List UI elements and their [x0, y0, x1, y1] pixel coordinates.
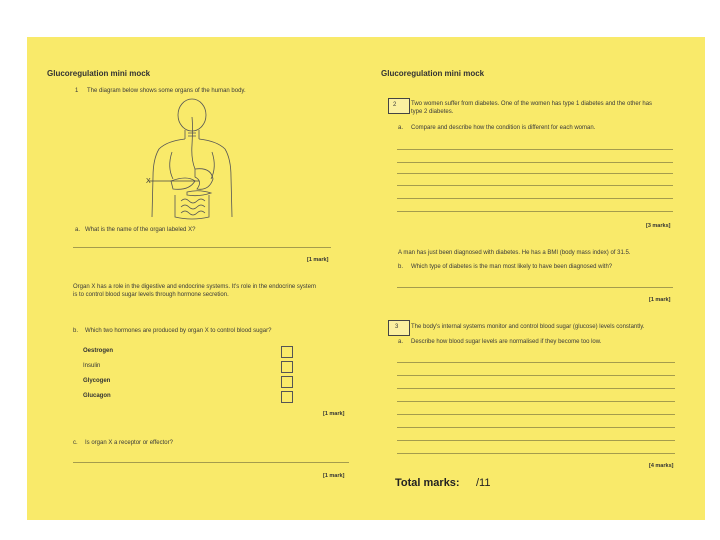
answer-line-2a-6[interactable]: [397, 211, 673, 212]
left-page-title: Glucoregulation mini mock: [47, 69, 151, 78]
answer-line-3a-3[interactable]: [397, 388, 675, 389]
question-3a-number: a.: [398, 339, 404, 345]
question-2-text-line-2: type 2 diabetes.: [411, 109, 454, 115]
organ-text-line-1: Organ X has a role in the digestive and endocrine systems. It's role in the endocrine system: [73, 284, 316, 290]
option-glycogen: Glycogen: [83, 378, 111, 384]
checkbox-insulin[interactable]: [281, 361, 293, 373]
question-3a-mark: [4 marks]: [649, 463, 674, 469]
question-1-intro: The diagram below shows some organs of the human body.: [87, 88, 246, 94]
option-glucagon: Glucagon: [83, 393, 111, 399]
label-x: X: [146, 178, 151, 185]
question-b-mark: [1 mark]: [323, 411, 345, 417]
question-b-number: b.: [73, 328, 79, 334]
answer-line-3a-8[interactable]: [397, 453, 675, 454]
question-a-mark: [1 mark]: [307, 257, 329, 263]
checkbox-glycogen[interactable]: [281, 376, 293, 388]
answer-line-2a-2[interactable]: [397, 162, 673, 163]
question-2-number: 2: [393, 102, 397, 108]
organ-text-line-2: is to control blood sugar levels through hormone secretion.: [73, 292, 229, 298]
right-page-title: Glucoregulation mini mock: [381, 69, 485, 78]
question-b-text: Which two hormones are produced by organ X to control blood sugar?: [85, 328, 272, 334]
answer-line-2b[interactable]: [397, 287, 673, 288]
question-a-number: a.: [75, 227, 81, 233]
question-2a-number: a.: [398, 125, 404, 131]
checkbox-glucagon[interactable]: [281, 391, 293, 403]
checkbox-oestrogen[interactable]: [281, 346, 293, 358]
answer-line-3a-1[interactable]: [397, 362, 675, 363]
answer-line-2a-4[interactable]: [397, 185, 673, 186]
question-3-number-box: [388, 320, 410, 336]
answer-line-3a-7[interactable]: [397, 440, 675, 441]
question-3-text: The body's internal systems monitor and control blood sugar (glucose) levels constantly.: [411, 324, 645, 330]
option-oestrogen: Oestrogen: [83, 348, 114, 354]
question-2a-text: Compare and describe how the condition is different for each woman.: [411, 125, 596, 131]
question-c-text: Is organ X a receptor or effector?: [85, 440, 173, 446]
question-2a-mark: [3 marks]: [646, 223, 671, 229]
question-2b-text: Which type of diabetes is the man most likely to have been diagnosed with?: [411, 264, 613, 270]
question-c-mark: [1 mark]: [323, 473, 345, 479]
answer-line-3a-6[interactable]: [397, 427, 675, 428]
answer-line-2a-5[interactable]: [397, 198, 673, 199]
total-marks-label: Total marks:: [395, 477, 460, 489]
man-diagnosis-text: A man has just been diagnosed with diabetes. He has a BMI (body mass index) of 31.5.: [398, 250, 631, 256]
total-marks-value: /11: [476, 477, 491, 489]
question-2b-number: b.: [398, 264, 404, 270]
answer-line-c[interactable]: [73, 462, 349, 463]
worksheet-page: [27, 37, 705, 520]
answer-line-a[interactable]: [73, 247, 331, 248]
question-c-number: c.: [73, 440, 78, 446]
question-2-text-line-1: Two women suffer from diabetes. One of the women has type 1 diabetes and the other has: [411, 101, 653, 107]
answer-line-3a-5[interactable]: [397, 414, 675, 415]
answer-line-3a-4[interactable]: [397, 401, 675, 402]
answer-line-2a-3[interactable]: [397, 173, 673, 174]
option-insulin: Insulin: [83, 363, 101, 369]
question-3a-text: Describe how blood sugar levels are normalised if they become too low.: [411, 339, 602, 345]
question-1-number: 1: [75, 88, 79, 94]
question-a-text: What is the name of the organ labeled X?: [85, 227, 196, 233]
human-organs-diagram: [137, 97, 247, 222]
question-2-number-box: [388, 98, 410, 114]
question-3-number: 3: [395, 324, 399, 330]
question-2b-mark: [1 mark]: [649, 297, 671, 303]
answer-line-3a-2[interactable]: [397, 375, 675, 376]
answer-line-2a-1[interactable]: [397, 149, 673, 150]
